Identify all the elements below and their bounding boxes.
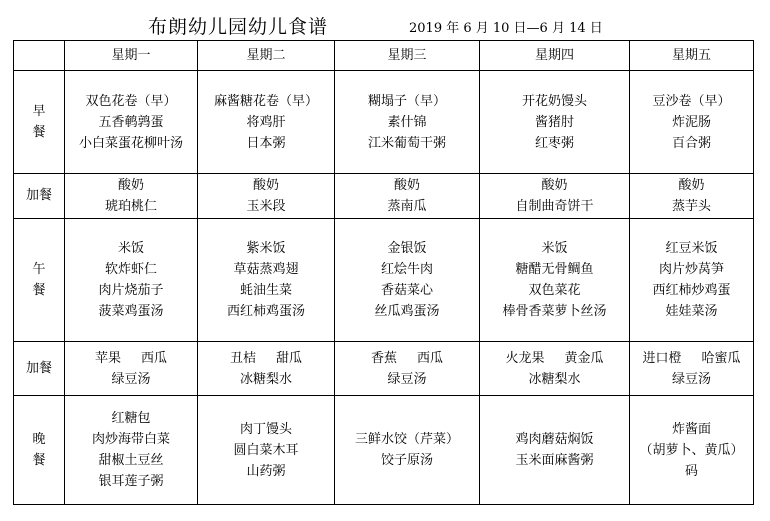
dish-item: 酸奶: [678, 178, 705, 193]
dish-item: 酸奶: [117, 178, 144, 193]
dish-item: 米饭: [541, 241, 568, 256]
menu-cell: [198, 174, 335, 219]
dish-item: 香蕉: [370, 350, 397, 366]
dish-item: 草菇蒸鸡翅: [233, 262, 299, 277]
dish-item: 素什锦: [387, 114, 427, 130]
meal-label: [14, 342, 65, 396]
dish-item: 百合粥: [671, 135, 711, 151]
dish-item: 绿豆汤: [387, 371, 427, 387]
dish-item: 江米葡萄干粥: [367, 135, 446, 151]
menu-cell: [65, 219, 198, 342]
dish-item: 西红柿鸡蛋汤: [226, 304, 305, 319]
dish-item: 双色菜花: [528, 283, 581, 298]
menu-cell: [335, 219, 480, 342]
day-header: 星期一: [65, 41, 198, 71]
meal-label-text: 餐: [32, 453, 46, 468]
menu-cell: [65, 342, 198, 396]
dish-item: 红烩牛肉: [380, 262, 433, 277]
dish-item: 码: [684, 463, 698, 479]
header-row: [14, 41, 754, 71]
menu-title: 布朗幼儿园幼儿食谱: [148, 16, 329, 38]
dish-item: 西瓜: [417, 350, 444, 366]
dish-item: 蚝油生菜: [239, 283, 292, 298]
meal-row: [14, 174, 754, 219]
dish-item: 菠菜鸡蛋汤: [98, 304, 164, 319]
menu-cell: [480, 219, 630, 342]
dish-item: 丑桔: [229, 350, 256, 366]
dish-item: 蒸南瓜: [387, 199, 427, 214]
dish-item: 绿豆汤: [671, 371, 711, 387]
dish-item: 自制曲奇饼干: [515, 199, 594, 214]
menu-cell: [630, 219, 754, 342]
menu-cell: [480, 71, 630, 174]
dish-item: 三鲜水饺（芹菜）: [354, 432, 459, 447]
date-range: 2019 年 6 月 10 日—6 月 14 日: [409, 21, 603, 36]
dish-item: 紫米饭: [246, 241, 286, 256]
dish-item: 饺子原汤: [380, 453, 433, 468]
snack-pair: [65, 348, 197, 369]
dish-item: 肉片烧茄子: [98, 283, 164, 298]
dish-item: 软炸虾仁: [104, 262, 157, 277]
dish-item: 进口橙: [642, 350, 682, 366]
dish-item: 双色花卷（早）: [85, 93, 177, 109]
dish-item: 炸泥肠: [671, 114, 711, 130]
dish-item: 山药粥: [246, 463, 286, 479]
dish-item: 苹果: [94, 350, 121, 366]
dish-item: 将鸡肝: [246, 114, 286, 130]
dish-item: 炸酱面: [671, 421, 711, 437]
dish-item: 五香鹌鹑蛋: [98, 114, 164, 130]
menu-cell: [480, 342, 630, 396]
dish-item: 日本粥: [246, 135, 286, 151]
menu-cell: [335, 396, 480, 505]
menu-cell: [65, 174, 198, 219]
dish-item: 银耳莲子粥: [98, 474, 164, 489]
dish-item: 玉米面麻酱粥: [515, 453, 594, 468]
meal-label: [14, 396, 65, 505]
dish-item: 冰糖梨水: [239, 371, 292, 387]
dish-item: 酸奶: [252, 178, 279, 193]
dish-item: 糊塌子（早）: [367, 93, 446, 109]
dish-item: 冰糖梨水: [528, 371, 581, 387]
dish-item: 酸奶: [541, 178, 568, 193]
day-header: 星期五: [630, 41, 754, 71]
dish-item: 金银饭: [387, 241, 427, 256]
meal-label-text: 早: [32, 104, 46, 119]
meal-label: [14, 71, 65, 174]
menu-cell: [198, 219, 335, 342]
dish-item: 黄金瓜: [564, 350, 604, 366]
menu-cell: [630, 396, 754, 505]
meal-label-text: 餐: [32, 283, 46, 298]
dish-item: 肉炒海带白菜: [91, 432, 170, 447]
dish-item: 麻酱糖花卷（早）: [213, 93, 318, 109]
dish-item: 红豆米饭: [665, 241, 718, 256]
corner-cell: [14, 41, 65, 71]
weekly-menu-table: [13, 40, 754, 505]
dish-item: 糖醋无骨鲷鱼: [515, 262, 594, 277]
menu-cell: [198, 71, 335, 174]
meal-row: [14, 396, 754, 505]
day-header: 星期二: [198, 41, 335, 71]
snack-pair: [335, 348, 479, 369]
menu-cell: [335, 174, 480, 219]
dish-item: 红糖包: [111, 411, 151, 426]
dish-item: 玉米段: [246, 199, 286, 214]
dish-item: （胡萝卜、黄瓜）: [639, 442, 744, 458]
dish-item: 火龙果: [505, 350, 545, 366]
dish-item: 西红柿炒鸡蛋: [652, 283, 731, 298]
dish-item: 肉丁馒头: [239, 421, 292, 437]
meal-label-text: 餐: [32, 125, 46, 140]
menu-cell: [480, 174, 630, 219]
dish-item: 香菇菜心: [380, 283, 433, 298]
menu-cell: [198, 342, 335, 396]
meal-label: [14, 174, 65, 219]
snack-pair: [198, 348, 334, 369]
dish-item: 圆白菜木耳: [233, 442, 299, 458]
dish-item: 米饭: [117, 241, 144, 256]
menu-cell: [198, 396, 335, 505]
dish-item: 绿豆汤: [111, 371, 151, 387]
dish-item: 棒骨香菜萝卜丝汤: [502, 304, 607, 319]
dish-item: 甜椒土豆丝: [98, 453, 164, 468]
dish-item: 蒸芋头: [671, 199, 711, 214]
snack-pair: [630, 348, 753, 369]
menu-cell: [65, 71, 198, 174]
day-header: 星期三: [335, 41, 480, 71]
dish-item: 开花奶馒头: [521, 93, 587, 109]
dish-item: 丝瓜鸡蛋汤: [374, 304, 440, 319]
meal-row: [14, 71, 754, 174]
dish-item: 酸奶: [393, 178, 420, 193]
meal-row: [14, 219, 754, 342]
dish-item: 琥珀桃仁: [104, 199, 157, 214]
dish-item: 小白菜蛋花柳叶汤: [78, 135, 183, 151]
dish-item: 豆沙卷（早）: [652, 93, 731, 109]
menu-cell: [630, 342, 754, 396]
dish-item: 红枣粥: [534, 135, 574, 151]
meal-label-text: 午: [32, 262, 46, 277]
menu-cell: [335, 71, 480, 174]
meal-label-text: 加餐: [25, 188, 52, 203]
snack-pair: [480, 348, 629, 369]
dish-item: 哈蜜瓜: [701, 350, 741, 366]
dish-item: 娃娃菜汤: [665, 304, 718, 319]
meal-label: [14, 219, 65, 342]
dish-item: 鸡肉蘑菇焖饭: [515, 432, 594, 447]
menu-cell: [335, 342, 480, 396]
meal-label-text: 晚: [32, 432, 46, 447]
day-header: 星期四: [480, 41, 630, 71]
menu-cell: [65, 396, 198, 505]
dish-item: 肉片炒莴笋: [658, 262, 724, 277]
menu-cell: [480, 396, 630, 505]
meal-row: [14, 342, 754, 396]
dish-item: 西瓜: [141, 350, 168, 366]
meal-label-text: 加餐: [25, 360, 52, 376]
dish-item: 甜瓜: [276, 350, 303, 366]
menu-cell: [630, 71, 754, 174]
menu-cell: [630, 174, 754, 219]
dish-item: 酱猪肘: [534, 114, 574, 130]
